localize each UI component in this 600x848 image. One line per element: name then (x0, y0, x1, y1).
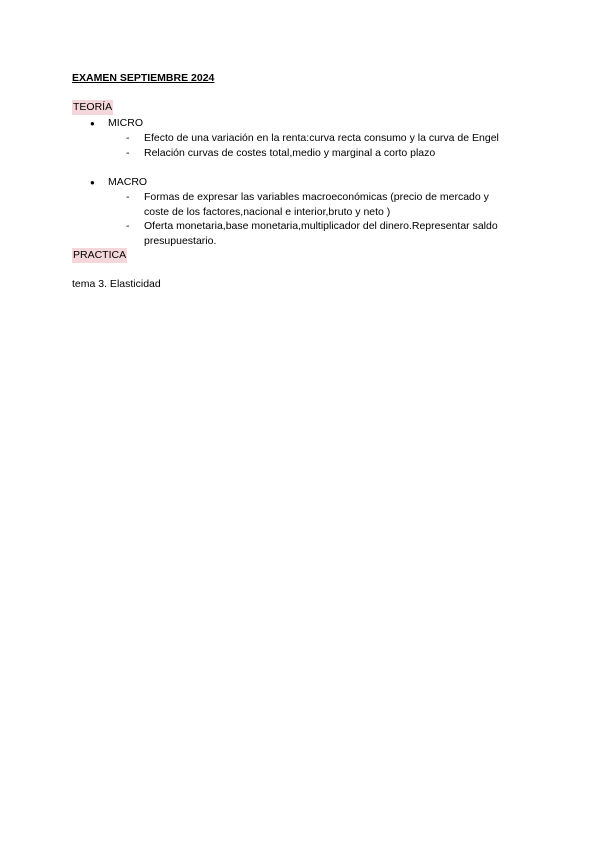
micro-label: MICRO (108, 117, 143, 129)
macro-sub-item-text: Oferta monetaria,base monetaria,multiplicador del dinero.Representar saldo presupuestario. (144, 220, 498, 247)
bullet-icon: ● (90, 119, 95, 128)
micro-sub-item (126, 146, 526, 161)
micro-sub-item-text: Relación curvas de costes total,medio y marginal a corto plazo (144, 147, 436, 159)
document-title: EXAMEN SEPTIEMBRE 2024 (72, 72, 215, 84)
dash-icon: - (126, 132, 130, 144)
practice-heading: PRACTICA (73, 249, 127, 261)
micro-sub-item (126, 131, 526, 146)
micro-sub-item-text: Efecto de una variación en la renta:curva recta consumo y la curva de Engel (144, 132, 499, 144)
theory-heading: TEORÍA (73, 101, 113, 113)
practice-topic: tema 3. Elasticidad (72, 278, 161, 290)
macro-sub-item-text: Formas de expresar las variables macroeconómicas (precio de mercado y coste de los factores,nacional e interior,bruto y neto ) (144, 191, 489, 218)
bullet-item-macro (90, 175, 147, 191)
macro-sub-item (126, 219, 508, 248)
dash-icon: - (126, 191, 130, 203)
dash-icon: - (126, 147, 130, 159)
macro-label: MACRO (108, 176, 148, 188)
bullet-icon: ● (90, 178, 95, 187)
bullet-item-micro (90, 116, 143, 132)
macro-sub-item (126, 190, 508, 219)
dash-icon: - (126, 220, 130, 232)
